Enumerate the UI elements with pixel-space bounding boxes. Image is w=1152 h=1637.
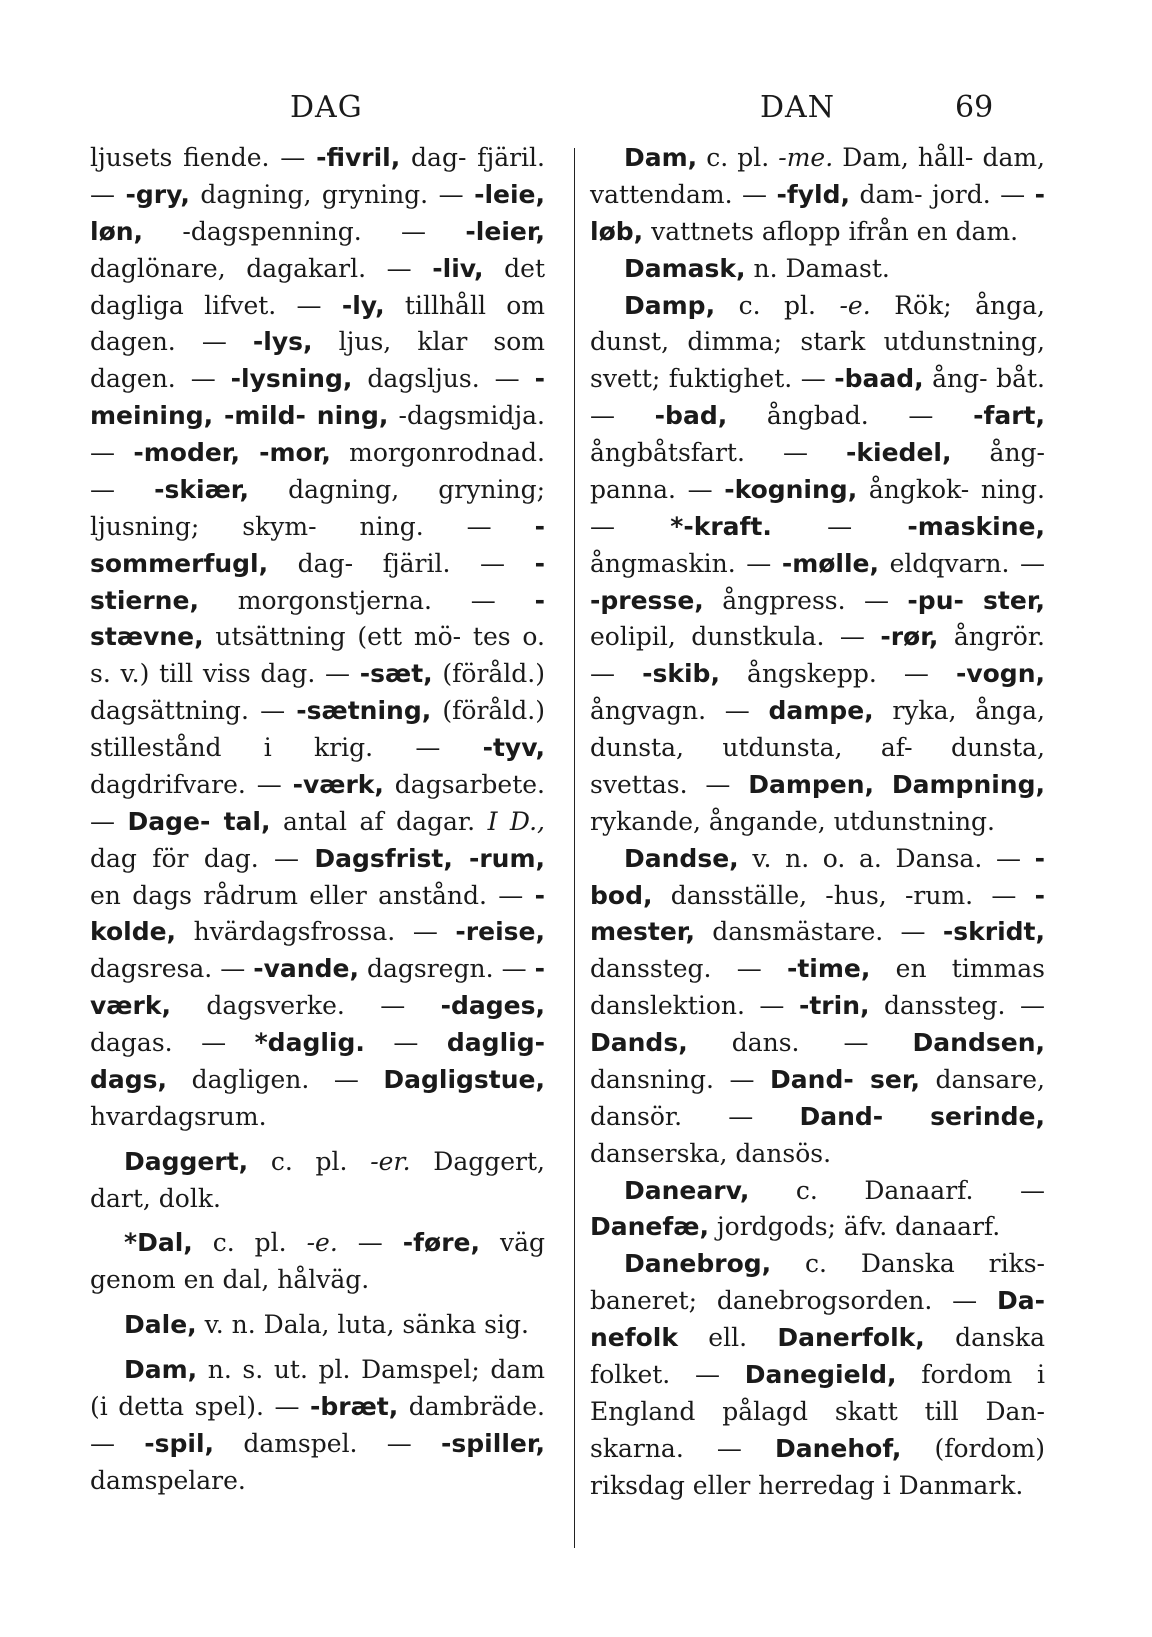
entry-text: dag för dag. — [90, 843, 315, 873]
entry-text: morgonrodnad. — [90, 438, 546, 504]
headword: Damask, [624, 253, 746, 283]
headword: -dages, [440, 991, 545, 1021]
entry-text: -dagsmidja. — [90, 401, 545, 467]
entry-text: c. Danaarf. — [749, 1175, 1045, 1205]
dictionary-entry [90, 1307, 545, 1344]
page-number: 69 [955, 90, 994, 125]
dictionary-entry [590, 841, 1045, 1173]
headword: *Dal, [124, 1228, 193, 1258]
headword: -fart, [973, 401, 1045, 431]
headword: -bad, [654, 401, 728, 431]
headword: -fyld, [776, 179, 851, 209]
entry-text: (föråld.) stillestånd i krig. — [90, 696, 546, 762]
entry-text: dagsljus. — [352, 364, 535, 394]
headword: daglig- dags, [90, 1028, 545, 1094]
left-guide-word: DAG [290, 90, 363, 125]
left-column [90, 140, 545, 1500]
headword: Dam, [624, 143, 698, 172]
entry-text: dagsregn. — [358, 954, 535, 984]
entry-text: dagdrifvare. — [90, 769, 293, 799]
headword: Dandse, [624, 843, 739, 873]
headword: -stævne, [90, 585, 545, 652]
entry-text: -er. [370, 1146, 411, 1176]
headword: -værk, [90, 954, 545, 1021]
entry-text: (fordom) riksdag eller herredag i Danmark. [590, 1433, 1045, 1500]
headword: Dale, [124, 1310, 197, 1340]
entry-text: dagligen. — [167, 1064, 384, 1094]
headword: Da- nefolk [590, 1286, 1045, 1352]
entry-text: ångvagn. — [590, 696, 769, 726]
headword: -spiller, [441, 1428, 545, 1458]
headword: Danegield, [744, 1359, 897, 1389]
headword: Dand- ser, [770, 1064, 921, 1094]
entry-text: ljus, klar som dagen. — [90, 327, 545, 394]
entry-text: ångbad. — [727, 401, 974, 431]
headword: -kolde, [90, 880, 545, 947]
headword: -time, [786, 954, 871, 984]
entry-text: dam- jord. — [850, 179, 1035, 209]
dictionary-entry [90, 1144, 545, 1218]
entry-text: dambräde. — [90, 1391, 545, 1458]
entry-text: daglönare, dagakarl. — [90, 253, 433, 283]
entry-text: n. s. ut. pl. Damspel; dam (i detta spel). — [90, 1355, 545, 1421]
headword: -lysning, [230, 364, 353, 394]
headword: -vogn, [955, 659, 1045, 689]
entry-text: fordom i England pålagd skatt till Dan- skarna. — [590, 1359, 1045, 1463]
entry-text: dagning, gryning. — [189, 179, 475, 209]
entry-text: ångkok- ning. — [590, 474, 1045, 541]
entry-text: ell. [678, 1323, 778, 1352]
headword: -meining, -mild- ning, [90, 364, 545, 431]
entry-text: utsättning (ett mö- tes o. s. v.) till viss dag. — [90, 622, 545, 689]
headword: -ly, [341, 290, 385, 320]
entry-text [874, 770, 892, 799]
headword: -spil, [144, 1428, 215, 1458]
entry-text: antal af dagar. [270, 806, 488, 836]
entry-text: c. pl. [248, 1146, 371, 1176]
entry-text: eldqvarn. — [879, 548, 1045, 578]
headword: Dampning, [891, 769, 1045, 799]
headword: Dagsfrist, -rum, [314, 843, 545, 873]
entry-text: (föråld.) dagsättning. — [90, 659, 546, 726]
entry-text: dag- fjäril. — [268, 548, 535, 578]
headword: Danebrog, [624, 1249, 772, 1279]
dictionary-entry [90, 140, 545, 1136]
entry-text: -e. [839, 290, 871, 320]
entry-text: danssteg. — [590, 954, 787, 984]
entry-text: c. pl. [697, 143, 779, 172]
headword: -liv, [432, 253, 484, 283]
entry-text: Dam, håll- dam, vattendam. — [590, 143, 1046, 209]
entry-text: jordgods; äfv. danaarf. [708, 1212, 1001, 1242]
dictionary-entry [590, 251, 1045, 288]
entry-text: ljusets fiende. — [90, 143, 317, 172]
headword: -rør, [880, 622, 939, 652]
right-column [590, 140, 1045, 1504]
headword: -pu- ster, [907, 585, 1045, 615]
entry-text: eolipil, dunstkula. — [590, 622, 881, 652]
headword: -bræt, [310, 1391, 399, 1421]
headword: -reise, [455, 917, 545, 947]
headword: -mester, [590, 880, 1045, 947]
headword: -bod, [590, 843, 1045, 910]
headword: Danearv, [624, 1175, 750, 1205]
headword: -værk, [292, 769, 384, 799]
entry-text: väg genom en dal, hålväg. [90, 1228, 545, 1295]
entry-text: c. pl. [715, 290, 840, 320]
entry-text: en timmas danslektion. — [590, 954, 1045, 1021]
headword: *-kraft. [670, 511, 772, 541]
dictionary-entry [90, 1352, 545, 1500]
entry-text: dans. — [687, 1028, 913, 1057]
entry-text: dagsarbete. — [90, 769, 545, 836]
headword: -leie, løn, [90, 179, 545, 246]
headword: -tyv, [482, 733, 545, 762]
headword: Dand- serinde, [799, 1101, 1046, 1131]
headword: Daggert, [124, 1146, 249, 1176]
entry-text: morgonstjerna. — [198, 585, 535, 615]
headword: -baad, [834, 364, 924, 394]
entry-text: — [364, 1028, 447, 1057]
dictionary-entry [590, 288, 1045, 841]
entry-text: Daggert, dart, dolk. [90, 1146, 545, 1213]
headword: Danehof, [775, 1433, 902, 1463]
headword: -skridt, [942, 917, 1045, 947]
headword: dampe, [768, 696, 874, 726]
entry-text: dansning. — [590, 1064, 771, 1094]
headword: -moder, -mor, [133, 438, 331, 467]
headword: Dampen, [748, 769, 875, 799]
entry-text: v. n. Dala, luta, sänka sig. [196, 1310, 529, 1340]
headword: -skiær, [154, 474, 249, 504]
headword: *daglig. [254, 1028, 365, 1057]
headword: -sommerfugl, [90, 511, 545, 578]
headword: Dagligstue, [383, 1064, 545, 1094]
headword: -skib, [642, 659, 720, 689]
entry-text: c. Danska riks- baneret; danebrogsorden. — [590, 1249, 1045, 1316]
entry-text: damspelare. [90, 1465, 246, 1495]
entry-text: danssteg. — [869, 991, 1045, 1021]
entry-text: Rök; ånga, dunst, dimma; stark utdunstning, svett; fuktighet. — [590, 290, 1046, 394]
headword: -sætning, [296, 696, 432, 726]
entry-text: damspel. — [214, 1428, 442, 1458]
headword: Dandsen, [912, 1028, 1045, 1057]
entry-text: ångpress. — [703, 585, 908, 615]
dictionary-entry [590, 1246, 1045, 1504]
entry-text: ångskepp. — [719, 659, 956, 689]
headword: -kiedel, [846, 438, 952, 467]
entry-text: danska folket. — [590, 1323, 1045, 1389]
entry-text: ångrör. — [590, 622, 1045, 689]
entry-text: I D., [487, 806, 545, 836]
headword: -gry, [125, 179, 190, 209]
entry-text: hvärdagsfrossa. — [176, 917, 456, 947]
headword: Danefæ, [590, 1212, 709, 1242]
entry-text: dag- fjäril. — [90, 143, 545, 209]
headword: -sæt, [359, 659, 433, 689]
right-guide-word: DAN [760, 90, 835, 125]
entry-text: dansställe, -hus, -rum. — [652, 880, 1035, 910]
headword: -mølle, [781, 548, 880, 578]
headword: -føre, [402, 1228, 480, 1258]
entry-text: ryka, ånga, dunsta, utdunsta, af- dunsta, svettas. — [590, 696, 1045, 799]
headword: Damp, [624, 290, 716, 320]
headword: Danerfolk, [777, 1323, 925, 1352]
dictionary-entry [590, 1173, 1045, 1247]
entry-text: vattnets aflopp ifrån en dam. [643, 216, 1019, 246]
headword: -maskine, [907, 511, 1045, 541]
entry-text: dansare, dansör. — [590, 1064, 1045, 1131]
entry-text: n. Damast. [745, 253, 890, 283]
entry-text: — [337, 1228, 403, 1258]
headword: Dands, [590, 1028, 688, 1057]
dictionary-entry [590, 140, 1045, 251]
entry-text: ångmaskin. — [590, 548, 782, 578]
headword: -fivril, [316, 143, 401, 172]
entry-text: ång- båt. — [590, 364, 1045, 431]
entry-text: dagsresa. — [90, 954, 254, 984]
entry-text: dansmästare. — [694, 917, 943, 947]
entry-text: det dagliga lifvet. — [90, 253, 546, 320]
entry-text: -me. [778, 143, 834, 172]
entry-text: -dagspenning. — [143, 216, 466, 246]
entry-text: ångbåtsfart. — [590, 438, 847, 467]
entry-text: tillhåll om dagen. — [90, 290, 545, 357]
entry-text: dagas. — [90, 1028, 255, 1057]
entry-text: hvardagsrum. [90, 1101, 267, 1131]
entry-text: rykande, ångande, utdunstning. [590, 806, 996, 836]
headword: -leier, [465, 216, 545, 246]
entry-text: danserska, dansös. [590, 1138, 832, 1168]
entry-text: v. n. o. a. Dansa. — [738, 843, 1035, 873]
dictionary-entry [90, 1225, 545, 1299]
headword: -kogning, [724, 474, 858, 504]
entry-text: dagsverke. — [170, 991, 441, 1021]
headword: Dage- tal, [127, 806, 271, 836]
entry-text: dagning, gryning; ljusning; skym- ning. — [90, 474, 545, 541]
headword: Dam, [124, 1355, 198, 1384]
headword: -stierne, [90, 548, 545, 615]
headword: -løb, [590, 179, 1045, 246]
headword: -vande, [253, 954, 359, 984]
column-divider [574, 148, 575, 1548]
entry-text: -e. [306, 1228, 338, 1258]
entry-text: — [771, 511, 908, 541]
headword: -trin, [798, 991, 870, 1021]
headword: -lys, [252, 327, 313, 357]
entry-text: en dags rådrum eller anstånd. — [90, 880, 535, 910]
entry-text: c. pl. [192, 1228, 307, 1258]
headword: -presse, [590, 585, 704, 615]
entry-text: ång- panna. — [590, 438, 1046, 504]
